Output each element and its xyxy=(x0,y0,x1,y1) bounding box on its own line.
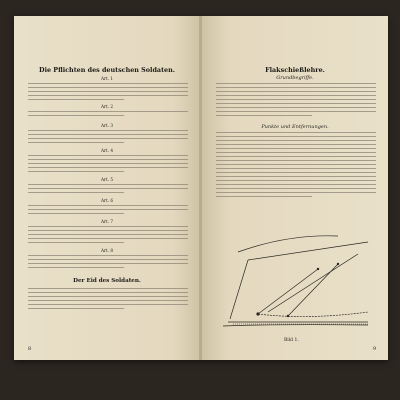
figure-caption: Bild 1. xyxy=(284,338,299,343)
oath-title: Der Eid des Soldaten. xyxy=(73,278,141,284)
article-heading: Art. 5 xyxy=(100,177,114,182)
article-heading: Art. 6 xyxy=(100,198,114,203)
text-block xyxy=(28,111,188,119)
article-heading: Art. 4 xyxy=(100,148,114,153)
text-block xyxy=(28,155,188,175)
article-heading: Art. 3 xyxy=(100,123,114,128)
page-number: 8 xyxy=(28,346,32,352)
text-block xyxy=(28,288,188,312)
text-block xyxy=(28,226,188,246)
article-heading: Art. 8 xyxy=(100,248,114,253)
text-block xyxy=(28,130,188,146)
text-block xyxy=(28,205,188,217)
page-number: 9 xyxy=(372,346,376,352)
text-block xyxy=(28,255,188,271)
flak-diagram xyxy=(218,224,376,336)
book-spread xyxy=(14,16,388,360)
text-block xyxy=(216,132,376,200)
left-page-title: Die Pflichten des deutschen Soldaten. xyxy=(39,66,175,74)
text-block xyxy=(28,83,188,103)
article-heading: Art. 7 xyxy=(100,219,114,224)
text-block xyxy=(28,184,188,196)
section-heading: Grundbegriffe. xyxy=(276,75,314,81)
right-page xyxy=(202,16,388,360)
article-heading: Art. 1 xyxy=(100,76,114,81)
article-heading: Art. 2 xyxy=(100,104,114,109)
section-heading: Punkte und Entfernungen. xyxy=(261,124,329,130)
text-block xyxy=(216,83,376,119)
right-page-title: Flakschießlehre. xyxy=(265,66,325,74)
left-page xyxy=(14,16,200,360)
